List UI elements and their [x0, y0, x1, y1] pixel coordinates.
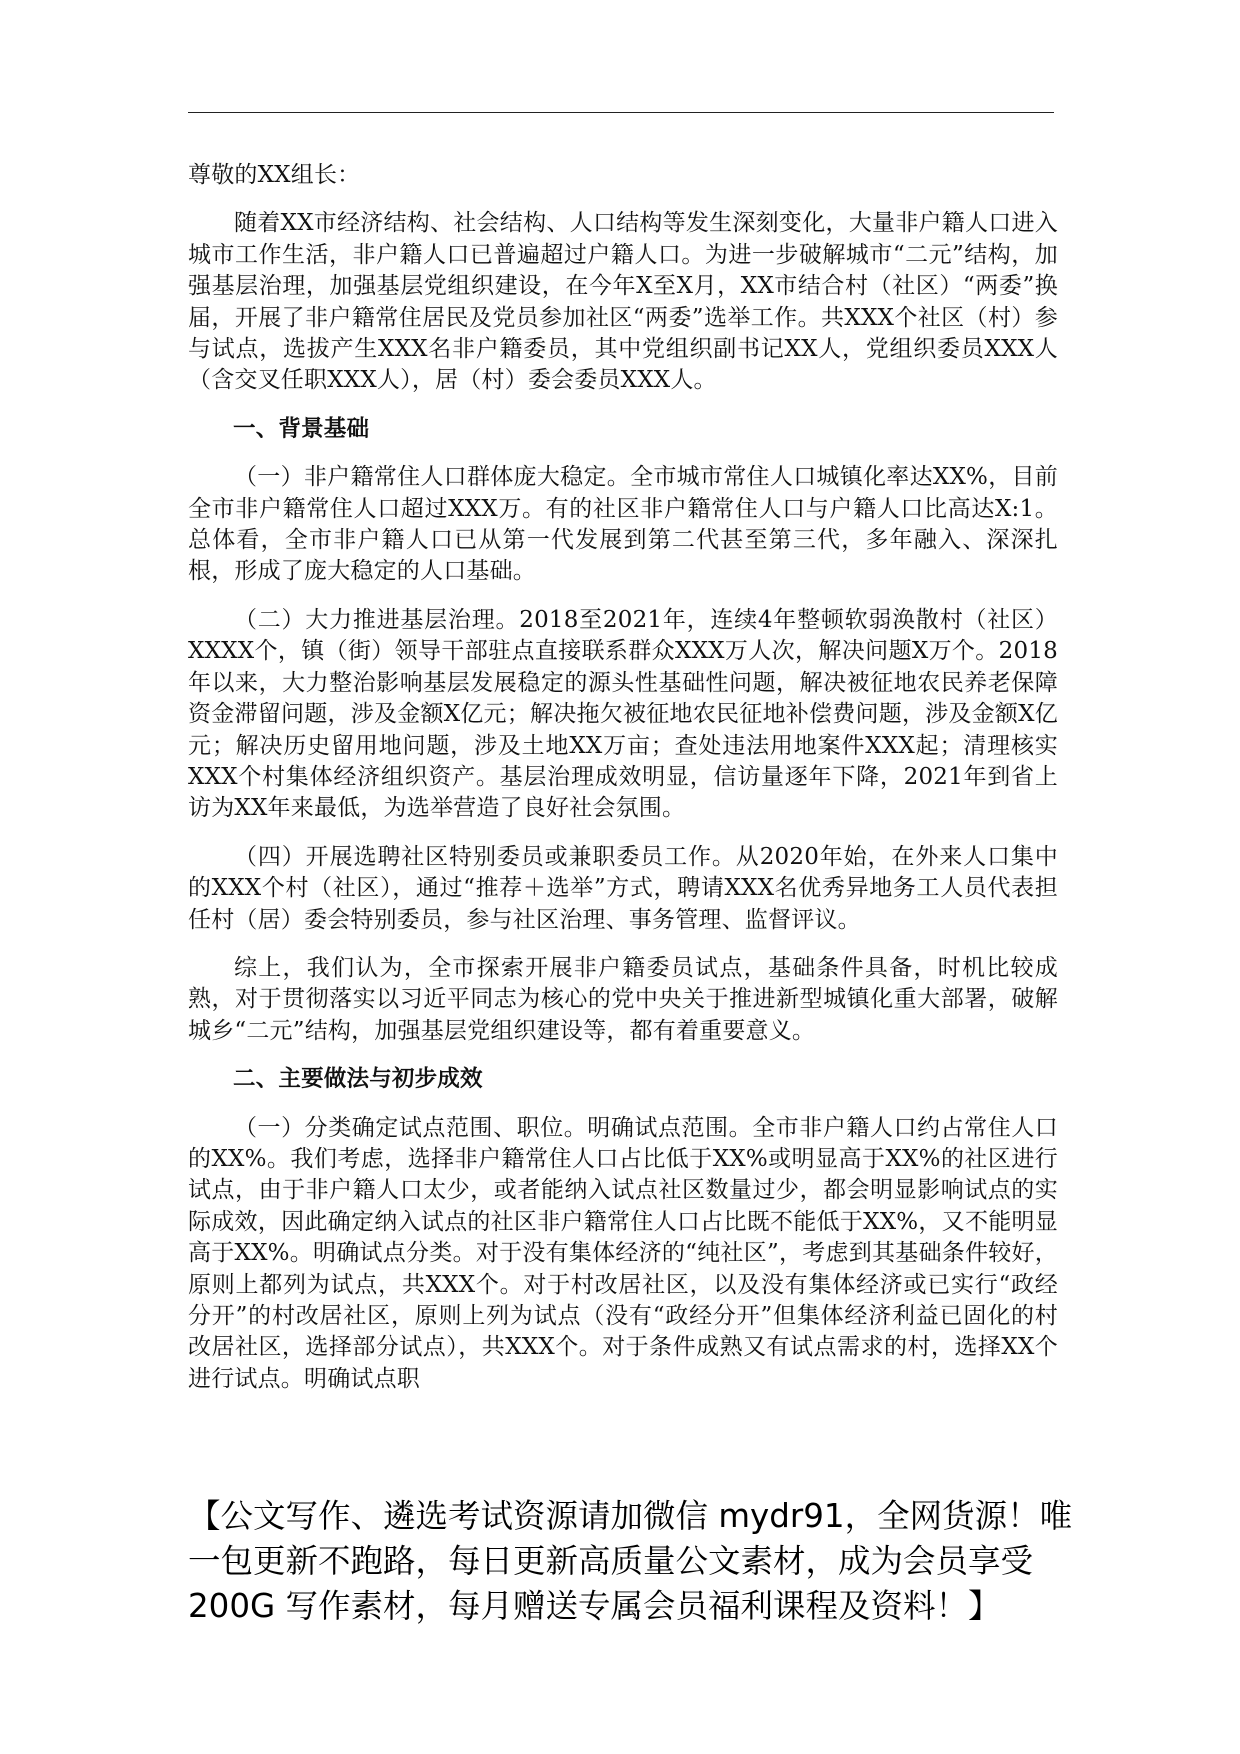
header-rule	[188, 112, 1054, 113]
paragraph-pilot-scope: （一）分类确定试点范围、职位。明确试点范围。全市非户籍人口约占常住人口的XX%。我们考虑，选择非户籍常住人口占比低于XX%或明显高于XX%的社区进行试点，由于非户籍人口太少，或者能纳入试点社区数量过少，都会明显影响试点的实际成效，因此确定纳入试点的社区非户籍常住人口占比既不能低于XX%，又不能明显高于XX%。明确试点分类。对于没有集体经济的“纯社区”，考虑到其基础条件较好，原则上都列为试点，共XXX个。对于村改居社区，以及没有集体经济或已实行“政经分开”的村改居社区，原则上列为试点（没有“政经分开”但集体经济利益已固化的村改居社区，选择部分试点），共XXX个。对于条件成熟又有试点需求的村，选择XX个进行试点。明确试点职	[188, 1114, 1058, 1392]
document-body	[188, 160, 1058, 1395]
paragraph-population: （一）非户籍常住人口群体庞大稳定。全市城市常住人口城镇化率达XX%，目前全市非户籍常住人口超过XXX万。有的社区非户籍常住人口与户籍人口比高达X:1。总体看，全市非户籍人口已从第一代发展到第二代甚至第三代，多年融入、深深扎根，形成了庞大稳定的人口基础。	[188, 464, 1058, 585]
intro-paragraph: 随着XX市经济结构、社会结构、人口结构等发生深刻变化，大量非户籍人口进入城市工作生活，非户籍人口已普遍超过户籍人口。为进一步破解城市“二元”结构，加强基层治理，加强基层党组织建设，在今年X至X月，XX市结合村（社区）“两委”换届，开展了非户籍常住居民及党员参加社区“两委”选举工作。共XXX个社区（村）参与试点，选拔产生XXX名非户籍委员，其中党组织副书记XX人，党组织委员XXX人（含交叉任职XXX人），居（村）委会委员XXX人。	[188, 210, 1058, 394]
paragraph-governance: （二）大力推进基层治理。2018至2021年，连续4年整顿软弱涣散村（社区）XXXX个，镇（街）领导干部驻点直接联系群众XXX万人次，解决问题X万个。2018年以来，大力整治影响基层发展稳定的源头性基础性问题，解决被征地农民养老保障资金滞留问题，涉及金额X亿元；解决拖欠被征地农民征地补偿费问题，涉及金额X亿元；解决历史留用地问题，涉及土地XX万亩；查处违法用地案件XXX起；清理核实XXX个村集体经济组织资产。基层治理成效明显，信访量逐年下降，2021年到省上访为XX年来最低，为选举营造了良好社会氛围。	[188, 606, 1058, 822]
ad-banner: 【公文写作、遴选考试资源请加微信 mydr91，全网货源！唯一包更新不跑路，每日更新高质量公文素材，成为会员享受 200G 写作素材，每月赠送专属会员福利课程及资料！】	[188, 1497, 1073, 1625]
paragraph-summary: 综上，我们认为，全市探索开展非户籍委员试点，基础条件具备，时机比较成熟，对于贯彻落实以习近平同志为核心的党中央关于推进新型城镇化重大部署，破解城乡“二元”结构，加强基层党组织建设等，都有着重要意义。	[188, 954, 1058, 1044]
salutation: 尊敬的XX组长：	[188, 162, 361, 188]
section-heading-background: 一、背景基础	[233, 415, 370, 442]
paragraph-special-members: （四）开展选聘社区特别委员或兼职委员工作。从2020年始，在外来人口集中的XXX个村（社区），通过“推荐＋选举”方式，聘请XXX名优秀异地务工人员代表担任村（居）委会特别委员，参与社区治理、事务管理、监督评议。	[188, 843, 1058, 933]
section-heading-practices: 二、主要做法与初步成效	[233, 1066, 483, 1093]
